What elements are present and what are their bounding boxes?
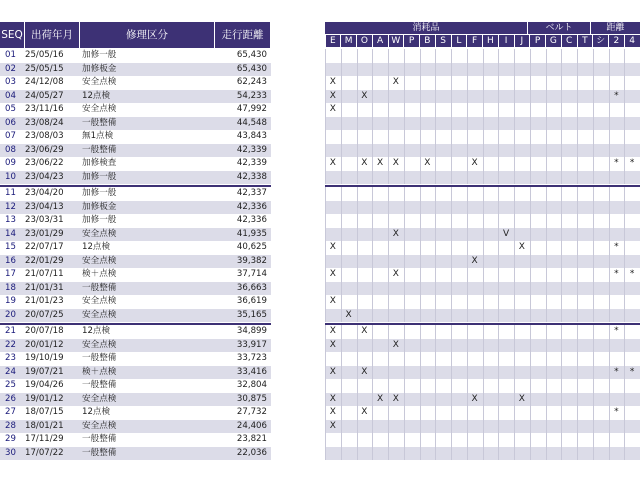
row-seq: 07 [5, 131, 16, 141]
grid-row [325, 187, 640, 201]
consumable-check-mark: X [518, 393, 525, 404]
row-seq: 05 [5, 104, 16, 114]
consumable-check-mark: X [345, 309, 352, 320]
row-mileage: 47,992 [236, 104, 267, 114]
consumable-check-mark: X [329, 296, 336, 306]
grid-row [325, 144, 640, 158]
consumable-check-mark: X [329, 158, 336, 168]
row-shipped-date: 25/05/15 [25, 63, 64, 74]
row-repair-type: 安全点検 [82, 296, 117, 306]
consumable-check-mark: X [361, 326, 368, 336]
table-row[interactable] [0, 76, 271, 90]
consumable-check-mark: X [518, 242, 525, 252]
distance-mark: * [614, 158, 619, 168]
consumable-check-mark: X [329, 407, 336, 417]
table-row[interactable] [0, 117, 271, 131]
col-header-seq[interactable]: SEQ [0, 22, 24, 48]
grid-col-header[interactable]: I [499, 35, 514, 47]
grid-row [325, 241, 640, 255]
row-seq: 20 [5, 309, 16, 320]
row-seq: 04 [5, 90, 16, 101]
grid-col-header[interactable]: シ [593, 35, 608, 47]
grid-col-header[interactable]: M [341, 35, 356, 47]
row-seq: 15 [5, 242, 16, 252]
consumable-check-mark: X [329, 90, 336, 101]
row-shipped-date: 18/01/21 [25, 420, 64, 431]
row-repair-type: 安全点検 [82, 228, 117, 239]
consumable-check-mark: X [329, 366, 336, 377]
grid-row [325, 90, 640, 104]
distance-mark: * [614, 326, 619, 336]
grid-row [325, 406, 640, 420]
row-mileage: 41,935 [236, 228, 267, 239]
consumable-check-mark: X [471, 255, 478, 266]
row-repair-type: 安全点検 [82, 77, 117, 87]
row-shipped-date: 23/06/29 [25, 144, 64, 155]
row-mileage: 36,663 [236, 282, 267, 293]
row-repair-type: 加修検査 [82, 158, 117, 168]
row-shipped-date: 23/04/20 [25, 188, 64, 198]
grid-row [325, 228, 640, 242]
table-row[interactable] [0, 171, 271, 185]
row-shipped-date: 23/08/03 [25, 131, 64, 141]
row-mileage: 22,036 [236, 447, 267, 458]
row-repair-type: 検＋点検 [82, 269, 117, 279]
grid-row [325, 282, 640, 296]
grid-row [325, 117, 640, 131]
row-mileage: 42,337 [236, 188, 267, 198]
consumable-check-mark: X [392, 339, 399, 350]
grid-col-header[interactable]: O [357, 35, 372, 47]
row-repair-type: 無1点検 [82, 131, 114, 141]
distance-mark: * [614, 90, 619, 101]
row-seq: 13 [5, 215, 16, 225]
row-shipped-date: 20/01/12 [25, 339, 64, 350]
row-seq: 02 [5, 63, 16, 74]
grid-col-header[interactable]: 2 [609, 35, 624, 47]
col-header-repair-type[interactable]: 修理区分 [80, 22, 214, 48]
consumable-check-mark: X [377, 393, 384, 404]
table-row[interactable] [0, 352, 271, 366]
distance-mark: * [614, 407, 619, 417]
distance-mark: * [629, 269, 635, 279]
grid-col-header[interactable]: F [467, 35, 482, 47]
row-mileage: 33,917 [236, 339, 267, 350]
row-seq: 19 [5, 296, 16, 306]
grid-row [325, 339, 640, 353]
consumable-check-mark: X [329, 326, 336, 336]
grid-col-header[interactable]: P [404, 35, 419, 47]
row-seq: 24 [5, 366, 16, 377]
group-header-consumables: 消耗品 [325, 22, 527, 34]
row-repair-type: 安全点検 [82, 255, 117, 266]
row-mileage: 35,165 [236, 309, 267, 320]
consumable-check-mark: X [471, 158, 478, 168]
row-shipped-date: 22/07/17 [25, 242, 64, 252]
consumable-check-mark: X [329, 242, 336, 252]
grid-col-header[interactable]: W [389, 35, 404, 47]
row-seq: 10 [5, 171, 16, 182]
grid-row [325, 130, 640, 144]
row-seq: 21 [5, 326, 16, 336]
grid-row [325, 103, 640, 117]
row-mileage: 24,406 [236, 420, 267, 431]
grid-col-header[interactable]: P [530, 35, 545, 47]
row-mileage: 30,875 [236, 393, 267, 404]
consumable-check-mark: X [329, 77, 336, 87]
row-seq: 30 [5, 447, 16, 458]
row-repair-type: 安全点検 [82, 420, 117, 431]
grid-row [325, 379, 640, 393]
table-row[interactable] [0, 433, 271, 447]
row-repair-type: 一般整備 [82, 380, 117, 390]
grid-row [325, 433, 640, 447]
row-shipped-date: 24/05/27 [25, 90, 64, 101]
consumable-check-mark: X [392, 393, 399, 404]
row-seq: 11 [5, 188, 16, 198]
col-header-mileage[interactable]: 走行距離 [215, 22, 270, 48]
row-mileage: 42,336 [236, 215, 267, 225]
row-repair-type: 一般整備 [82, 353, 117, 363]
consumable-check-mark: X [392, 269, 399, 279]
consumable-check-mark: X [361, 90, 368, 101]
table-row[interactable] [0, 187, 271, 201]
table-row[interactable] [0, 103, 271, 117]
grid-row [325, 201, 640, 215]
grid-col-header[interactable]: J [515, 35, 530, 47]
row-seq: 25 [5, 380, 16, 390]
row-seq: 16 [5, 255, 16, 266]
row-mileage: 43,843 [236, 131, 267, 141]
consumable-check-mark: X [329, 393, 336, 404]
row-repair-type: 12点検 [82, 407, 111, 417]
row-repair-type: 12点検 [82, 326, 111, 336]
grid-row [325, 49, 640, 63]
table-row[interactable] [0, 90, 271, 104]
grid-row [325, 325, 640, 339]
table-row[interactable] [0, 447, 271, 461]
row-repair-type: 加修板金 [82, 63, 117, 74]
table-row[interactable] [0, 339, 271, 353]
row-repair-type: 安全点検 [82, 104, 117, 114]
row-repair-type: 一般整備 [82, 434, 117, 444]
row-mileage: 42,336 [236, 201, 267, 212]
row-mileage: 23,821 [236, 434, 267, 444]
row-repair-type: 一般整備 [82, 282, 117, 293]
consumable-check-mark: X [361, 407, 368, 417]
consumable-check-mark: X [424, 158, 431, 168]
row-shipped-date: 23/08/24 [25, 117, 64, 128]
row-mileage: 32,804 [236, 380, 267, 390]
row-repair-type: 加修板金 [82, 201, 117, 212]
grid-row [325, 255, 640, 269]
row-seq: 18 [5, 282, 16, 293]
row-shipped-date: 23/03/31 [25, 215, 64, 225]
row-shipped-date: 20/07/25 [25, 309, 64, 320]
table-row[interactable] [0, 309, 271, 323]
table-row[interactable] [0, 201, 271, 215]
row-shipped-date: 23/01/29 [25, 228, 64, 239]
grid-col-header[interactable]: S [436, 35, 451, 47]
row-mileage: 36,619 [236, 296, 267, 306]
row-mileage: 40,625 [236, 242, 267, 252]
grid-col-header[interactable]: C [562, 35, 577, 47]
row-seq: 08 [5, 144, 16, 155]
consumable-check-mark: X [392, 77, 399, 87]
grid-row [325, 366, 640, 380]
grid-row [325, 268, 640, 282]
row-shipped-date: 21/07/11 [25, 269, 64, 279]
row-shipped-date: 21/01/31 [25, 282, 64, 293]
grid-col-header[interactable]: L [452, 35, 467, 47]
row-shipped-date: 21/01/23 [25, 296, 64, 306]
row-repair-type: 加修一般 [82, 188, 117, 198]
distance-mark: * [614, 242, 619, 252]
grid-row [325, 447, 640, 461]
grid-col-header[interactable]: 4 [625, 35, 640, 47]
row-repair-type: 検＋点検 [82, 366, 117, 377]
row-seq: 29 [5, 434, 16, 444]
table-row[interactable] [0, 295, 271, 309]
row-seq: 09 [5, 158, 16, 168]
grid-row [325, 420, 640, 434]
row-repair-type: 12点検 [82, 90, 111, 101]
distance-mark: * [629, 366, 635, 377]
consumable-check-mark: X [329, 269, 336, 279]
row-mileage: 54,233 [236, 90, 267, 101]
row-seq: 06 [5, 117, 16, 128]
section-divider [0, 323, 271, 325]
row-shipped-date: 22/01/29 [25, 255, 64, 266]
row-shipped-date: 17/07/22 [25, 447, 64, 458]
table-row[interactable] [0, 420, 271, 434]
section-divider [325, 185, 640, 187]
consumable-check-mark: X [471, 393, 478, 404]
row-shipped-date: 18/07/15 [25, 407, 64, 417]
table-row[interactable] [0, 130, 271, 144]
row-repair-type: 安全点検 [82, 393, 117, 404]
row-mileage: 42,339 [236, 158, 267, 168]
table-row[interactable] [0, 49, 271, 63]
consumable-check-mark: X [329, 420, 336, 431]
row-shipped-date: 20/07/18 [25, 326, 64, 336]
grid-row [325, 63, 640, 77]
table-row[interactable] [0, 268, 271, 282]
consumable-check-mark: X [361, 366, 368, 377]
row-seq: 23 [5, 353, 16, 363]
row-shipped-date: 24/12/08 [25, 77, 64, 87]
grid-col-header[interactable]: A [373, 35, 388, 47]
table-row[interactable] [0, 366, 271, 380]
row-repair-type: 安全点検 [82, 339, 117, 350]
consumable-check-mark: X [377, 158, 384, 168]
table-row[interactable] [0, 406, 271, 420]
section-divider [325, 323, 640, 325]
group-header-distance: 距離 [591, 22, 640, 34]
table-row[interactable] [0, 325, 271, 339]
row-repair-type: 一般整備 [82, 117, 117, 128]
grid-col-header[interactable]: B [420, 35, 435, 47]
row-seq: 03 [5, 77, 16, 87]
row-mileage: 33,416 [236, 366, 267, 377]
row-mileage: 62,243 [236, 77, 267, 87]
row-shipped-date: 23/11/16 [25, 104, 64, 114]
row-seq: 14 [5, 228, 16, 239]
distance-mark: * [629, 158, 635, 168]
consumable-check-mark: X [361, 158, 368, 168]
row-mileage: 42,339 [236, 144, 267, 155]
col-header-shipped-date[interactable]: 出荷年月 [25, 22, 79, 48]
row-seq: 26 [5, 393, 16, 404]
row-shipped-date: 19/10/19 [25, 353, 64, 363]
table-row[interactable] [0, 63, 271, 77]
row-repair-type: 安全点検 [82, 309, 117, 320]
row-seq: 27 [5, 407, 16, 417]
grid-row [325, 295, 640, 309]
distance-mark: * [614, 366, 619, 377]
row-repair-type: 加修一般 [82, 50, 117, 60]
row-shipped-date: 23/06/22 [25, 158, 64, 168]
row-mileage: 65,430 [236, 50, 267, 60]
table-row[interactable] [0, 282, 271, 296]
table-row[interactable] [0, 379, 271, 393]
row-seq: 22 [5, 339, 16, 350]
table-row[interactable] [0, 144, 271, 158]
grid-row [325, 214, 640, 228]
row-repair-type: 一般整備 [82, 144, 117, 155]
row-shipped-date: 19/07/21 [25, 366, 64, 377]
consumable-check-mark: X [392, 228, 399, 239]
row-repair-type: 加修一般 [82, 215, 117, 225]
table-row[interactable] [0, 393, 271, 407]
row-mileage: 42,338 [236, 171, 267, 182]
row-shipped-date: 23/04/23 [25, 171, 64, 182]
row-repair-type: 一般整備 [82, 447, 117, 458]
grid-col-header[interactable]: G [546, 35, 561, 47]
group-header-belt: ベルト [528, 22, 590, 34]
row-shipped-date: 25/05/16 [25, 50, 64, 60]
grid-row [325, 76, 640, 90]
table-row[interactable] [0, 255, 271, 269]
table-row[interactable] [0, 228, 271, 242]
consumable-check-mark: X [392, 158, 399, 168]
grid-row [325, 352, 640, 366]
distance-mark: * [614, 269, 619, 279]
consumable-check-mark: X [329, 104, 336, 114]
consumable-check-mark: X [329, 339, 336, 350]
grid-col-header[interactable]: T [578, 35, 593, 47]
row-repair-type: 加修一般 [82, 171, 117, 182]
row-seq: 12 [5, 201, 16, 212]
row-mileage: 39,382 [236, 255, 267, 266]
row-seq: 28 [5, 420, 16, 431]
table-row[interactable] [0, 214, 271, 228]
table-row[interactable] [0, 157, 271, 171]
section-divider [0, 185, 271, 187]
row-mileage: 37,714 [236, 269, 267, 279]
table-row[interactable] [0, 241, 271, 255]
grid-row [325, 171, 640, 185]
row-shipped-date: 19/01/12 [25, 393, 64, 404]
row-seq: 17 [5, 269, 16, 279]
row-repair-type: 12点検 [82, 242, 111, 252]
row-mileage: 34,899 [236, 326, 267, 336]
row-shipped-date: 23/04/13 [25, 201, 64, 212]
row-mileage: 65,430 [236, 63, 267, 74]
row-shipped-date: 17/11/29 [25, 434, 64, 444]
consumable-check-mark: V [503, 228, 510, 239]
row-mileage: 27,732 [236, 407, 267, 417]
row-seq: 01 [5, 50, 16, 60]
grid-col-header[interactable]: E [326, 35, 341, 47]
row-mileage: 44,548 [236, 117, 267, 128]
row-mileage: 33,723 [236, 353, 267, 363]
grid-col-header[interactable]: H [483, 35, 498, 47]
row-shipped-date: 19/04/26 [25, 380, 64, 390]
grid-row [325, 309, 640, 323]
